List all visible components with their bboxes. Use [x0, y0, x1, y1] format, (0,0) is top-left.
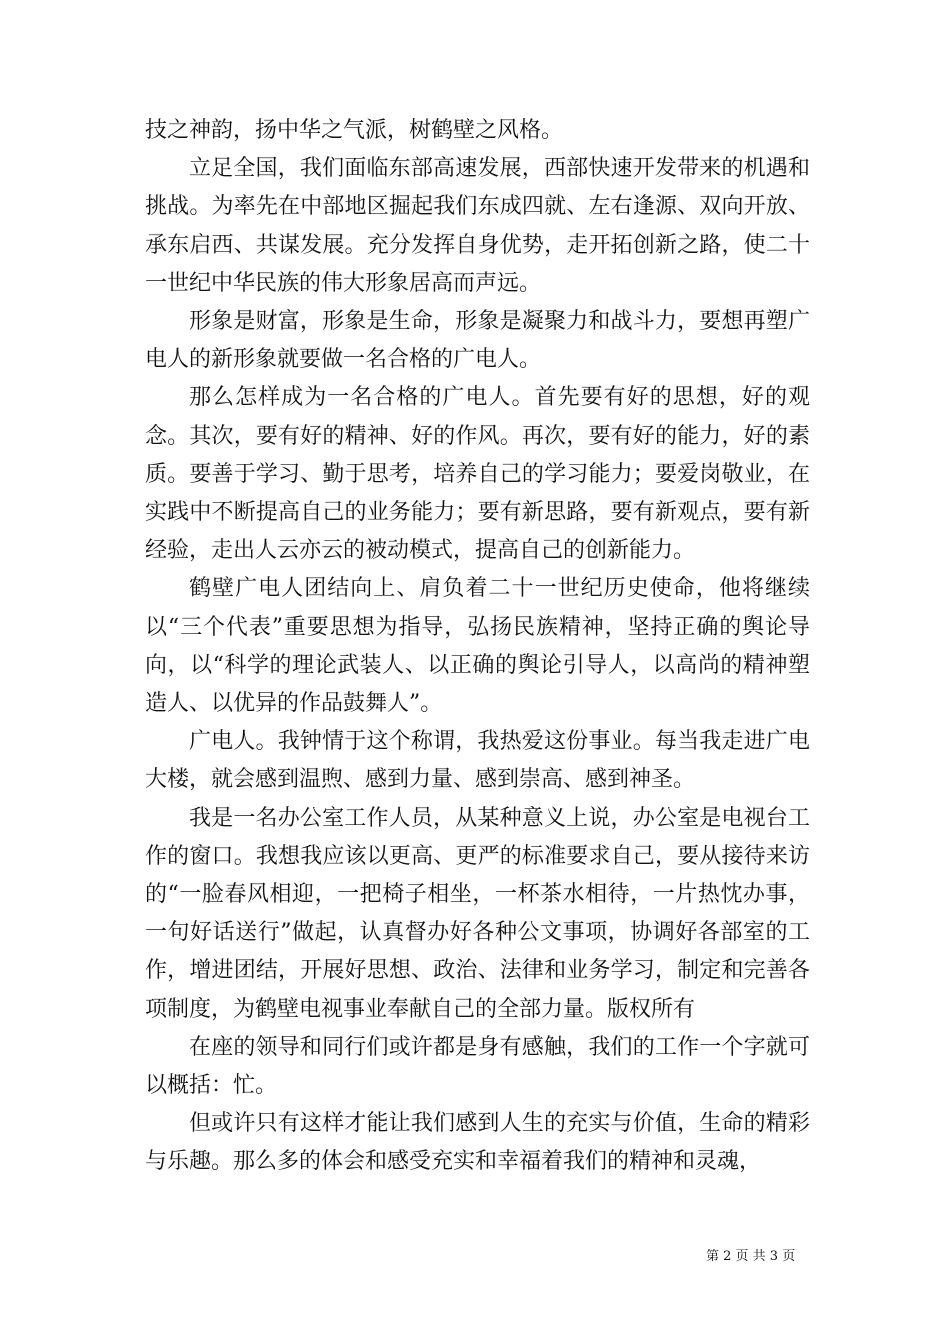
document-body [145, 112, 810, 1182]
paragraph-4: 那么怎样成为一名合格的广电人。首先要有好的思想，好的观念。其次，要有好的精神、好的作风。再次，要有好的能力，好的素质。要善于学习、勤于思考，培养自己的学习能力；要爱岗敬业，在实践中不断提高自己的业务能力；要有新思路，要有新观点，要有新经验，走出人云亦云的被动模式，提高自己的创新能力。 [145, 385, 810, 564]
paragraph-8: 在座的领导和同行们或许都是身有感触，我们的工作一个字就可以概括：忙。 [145, 1034, 810, 1099]
paragraph-9: 但或许只有这样才能让我们感到人生的充实与价值，生命的精彩与乐趣。那么多的体会和感受充实和幸福着我们的精神和灵魂， [145, 1111, 810, 1175]
paragraph-3: 形象是财富，形象是生命，形象是凝聚力和战斗力，要想再塑广电人的新形象就要做一名合格的广电人。 [145, 309, 810, 373]
paragraph-6: 广电人。我钟情于这个称谓，我热爱这份事业。每当我走进广电大楼，就会感到温煦、感到力量、感到崇高、感到神圣。 [145, 729, 810, 793]
paragraph-5: 鹤壁广电人团结向上、肩负着二十一世纪历史使命，他将继续以“三个代表”重要思想为指导，弘扬民族精神，坚持正确的舆论导向，以“科学的理论武装人、以正确的舆论引导人，以高尚的精神塑造人、以优异的作品鼓舞人”。 [145, 576, 810, 717]
page-number-footer: 第 2 页 共 3 页 [706, 1249, 796, 1264]
paragraph-1: 技之神韵，扬中华之气派，树鹤壁之风格。 [145, 118, 564, 143]
paragraph-2: 立足全国，我们面临东部高速发展，西部快速开发带来的机遇和挑战。为率先在中部地区掘起我们东成四就、左右逢源、双向开放、承东启西、共谋发展。充分发挥自身优势，走开拓创新之路，使二十一世纪中华民族的伟大形象居高而声远。 [145, 156, 810, 296]
paragraph-7: 我是一名办公室工作人员，从某种意义上说，办公室是电视台工作的窗口。我想我应该以更高、更严的标准要求自己，要从接待来访的“一脸春风相迎，一把椅子相坐，一杯茶水相待，一片热忱办事，一句好话送行”做起，认真督办好各种公文事项，协调好各部室的工作，增进团结，开展好思想、政治、法律和业务学习，制定和完善各项制度，为鹤壁电视事业奉献自己的全部力量。版权所有 [145, 805, 810, 1022]
